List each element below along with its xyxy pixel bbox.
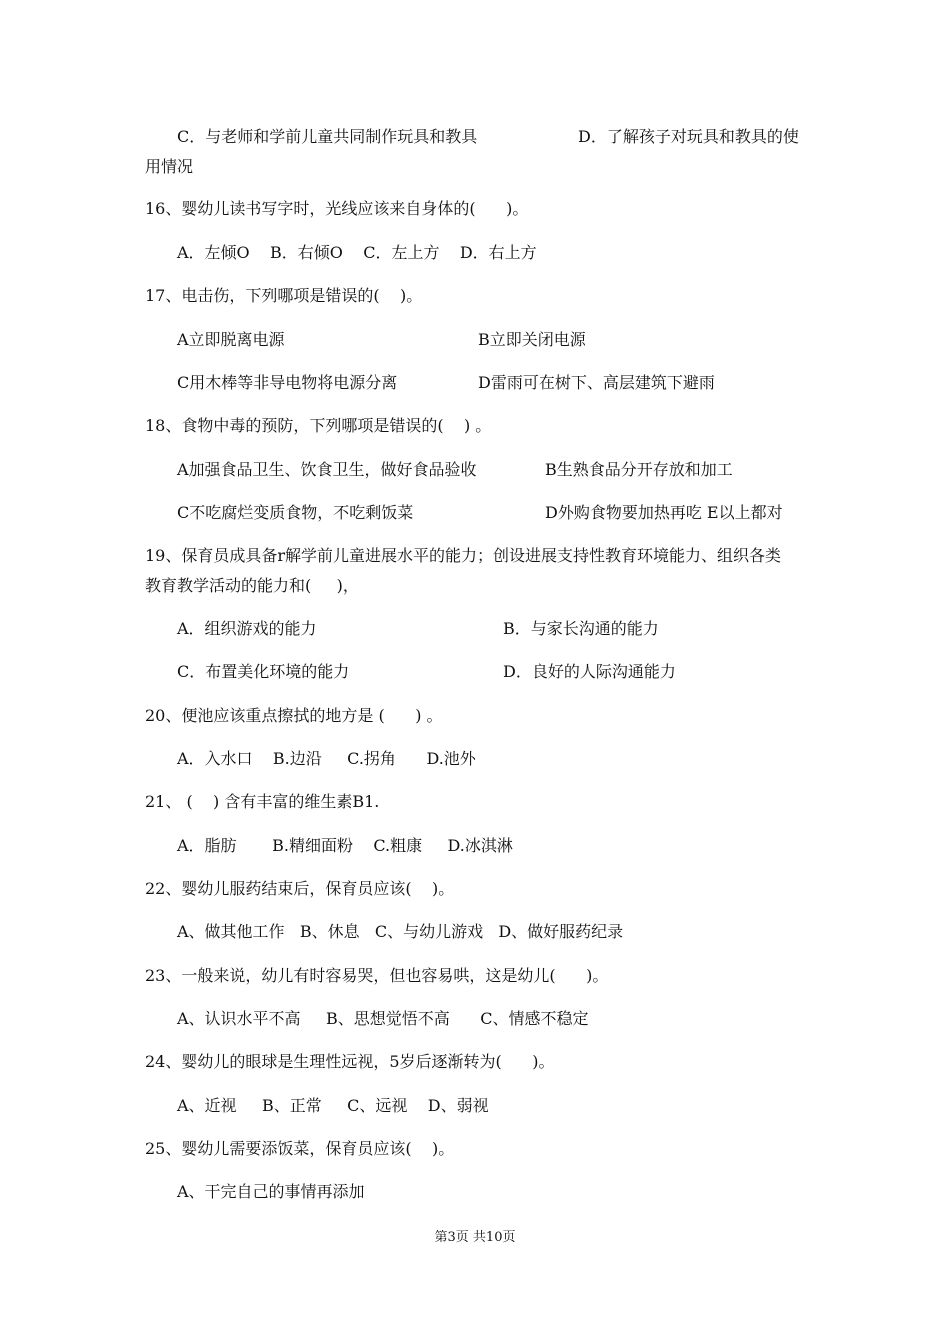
question-18-option-b: B生熟食品分开存放和加工: [545, 460, 733, 479]
question-18: 18、食物中毒的预防，下列哪项是错误的( ) 。: [145, 416, 492, 435]
question-17-option-a: A立即脱离电源: [177, 330, 285, 349]
question-17-option-b: B立即关闭电源: [478, 330, 586, 349]
question-19-option-b: B．与家长沟通的能力: [503, 619, 659, 638]
question-19-option-d: D．良好的人际沟通能力: [503, 662, 676, 681]
question-18-option-d: D外购食物要加热再吃 E以上都对: [545, 503, 783, 522]
question-17: 17、电击伤，下列哪项是错误的( )。: [145, 286, 423, 305]
question-18-option-a: A加强食品卫生、饮食卫生，做好食品验收: [177, 460, 477, 479]
q15-option-d: D．了解孩子对玩具和教具的使: [578, 127, 799, 146]
question-16: 16、婴幼儿读书写字时，光线应该来自身体的( )。: [145, 199, 529, 218]
question-20-options: A．入水口 B.边沿 C.拐角 D.池外: [177, 749, 476, 768]
page-number-footer: 第3页 共10页: [434, 1230, 516, 1245]
q15-option-d-continued: 用情况: [145, 157, 194, 176]
question-25: 25、婴幼儿需要添饭菜，保育员应该( )。: [145, 1139, 455, 1158]
question-24: 24、婴幼儿的眼球是生理性远视，5岁后逐渐转为( )。: [145, 1052, 555, 1071]
question-23-options: A、认识水平不高 B、思想觉悟不高 C、情感不稳定: [177, 1009, 589, 1028]
question-25-option-a: A、干完自己的事情再添加: [177, 1182, 365, 1201]
question-24-options: A、近视 B、正常 C、远视 D、弱视: [177, 1096, 489, 1115]
question-16-options: A．左倾O B．右倾O C．左上方 D．右上方: [177, 243, 537, 262]
question-22: 22、婴幼儿服药结束后，保育员应该( )。: [145, 879, 455, 898]
question-18-option-c: C不吃腐烂变质食物，不吃剩饭菜: [177, 503, 414, 522]
question-17-option-d: D雷雨可在树下、高层建筑下避雨: [478, 373, 715, 392]
question-19-line-2: 教育教学活动的能力和( )，: [145, 576, 359, 595]
question-19-option-a: A．组织游戏的能力: [177, 619, 317, 638]
question-19-option-c: C．布置美化环境的能力: [177, 662, 350, 681]
question-20: 20、便池应该重点擦拭的地方是 ( ) 。: [145, 706, 443, 725]
question-21-options: A．脂肪 B.精细面粉 C.粗康 D.冰淇淋: [177, 836, 513, 855]
q15-option-c: C．与老师和学前儿童共同制作玩具和教具: [177, 127, 478, 146]
question-17-option-c: C用木棒等非导电物将电源分离: [177, 373, 398, 392]
question-21: 21、 ( ) 含有丰富的维生素B1.: [145, 792, 380, 811]
question-19-line-1: 19、保育员成具备r解学前儿童进展水平的能力；创设进展支持性教育环境能力、组织各类: [145, 546, 782, 565]
question-23: 23、一般来说，幼儿有时容易哭，但也容易哄，这是幼儿( )。: [145, 966, 609, 985]
question-22-options: A、做其他工作 B、休息 C、与幼儿游戏 D、做好服药纪录: [177, 922, 624, 941]
